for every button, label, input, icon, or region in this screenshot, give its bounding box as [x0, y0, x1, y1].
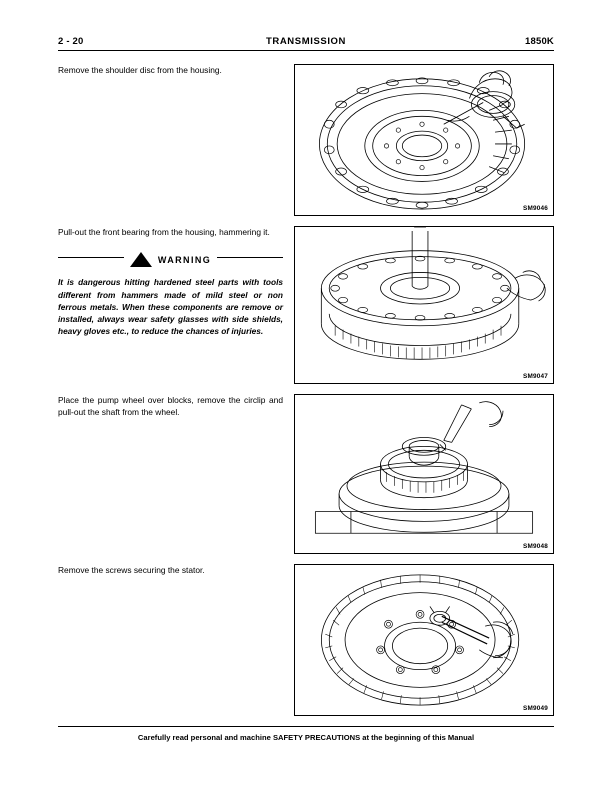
- model-code: 1850K: [525, 36, 554, 47]
- step-4-figure-column: [294, 564, 554, 716]
- procedure-step-1: [58, 64, 554, 224]
- step-4-instruction: Remove the screws securing the stator.: [58, 565, 205, 575]
- section-title: TRANSMISSION: [265, 36, 347, 47]
- step-1-text-column: [58, 64, 283, 76]
- page-footer: [58, 726, 554, 742]
- figure-code-2: SM9047: [522, 373, 548, 380]
- step-3-figure-column: [294, 394, 554, 554]
- procedure-step-4: [58, 564, 554, 720]
- step-3-text-column: [58, 394, 283, 419]
- header-divider: [58, 50, 554, 51]
- figure-code-3: SM9048: [522, 543, 548, 550]
- figure-stator-screws-removal: [294, 564, 554, 716]
- figure-code-1: SM9046: [522, 205, 548, 212]
- warning-triangle-icon: [130, 252, 152, 267]
- warning-rule-left: [58, 257, 124, 258]
- footer-note: Carefully read personal and machine SAFETY PRECAUTIONS at the beginning of this Manual: [137, 733, 475, 742]
- warning-text: It is dangerous hitting hardened steel parts with tools different from hammers made of mild steel or non ferrous metals. When these components are remove or installed, always wear safety glasses with side shields, heavy gloves etc., to reduce the chances of injuries.: [58, 277, 283, 337]
- figure-front-bearing-removal: [294, 226, 554, 384]
- step-4-text-column: [58, 564, 283, 576]
- page-number: 2 - 20: [58, 36, 84, 47]
- procedure-step-2: [58, 226, 554, 392]
- step-1-instruction: Remove the shoulder disc from the housing.: [58, 65, 222, 75]
- warning-box: [58, 252, 283, 337]
- figure-pump-wheel-circlip: [294, 394, 554, 554]
- warning-header: [58, 252, 283, 269]
- step-2-figure-column: [294, 226, 554, 384]
- figure-shoulder-disc-removal: [294, 64, 554, 216]
- warning-label: WARNING: [157, 254, 212, 265]
- footer-divider: [58, 726, 554, 727]
- step-2-instruction: Pull-out the front bearing from the housing, hammering it.: [58, 227, 270, 237]
- procedure-step-3: [58, 394, 554, 562]
- figure-code-4: SM9049: [522, 705, 548, 712]
- page-header: [58, 36, 554, 58]
- step-2-text-column: [58, 226, 283, 337]
- step-1-figure-column: [294, 64, 554, 216]
- step-3-instruction: Place the pump wheel over blocks, remove the circlip and pull-out the shaft from the wheel.: [58, 395, 283, 418]
- warning-rule-right: [217, 257, 283, 258]
